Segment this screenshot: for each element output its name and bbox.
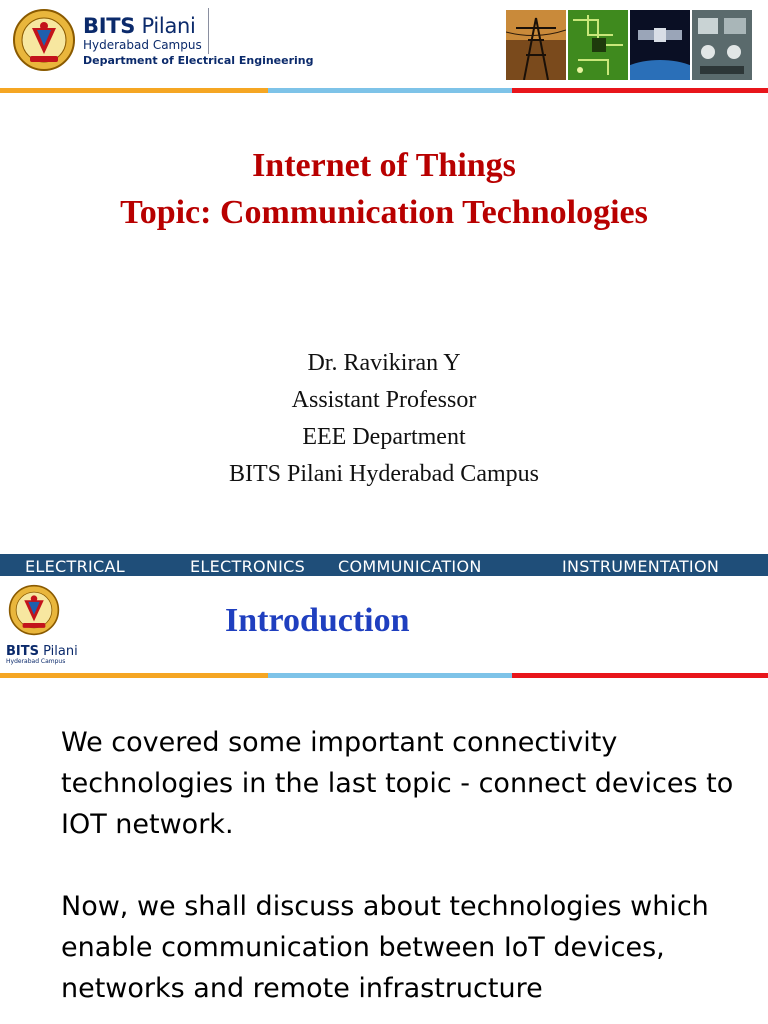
discipline-instrumentation: INSTRUMENTATION	[562, 557, 720, 576]
discipline-communication: COMMUNICATION	[338, 557, 482, 576]
brand-name-small: BITS Pilani	[6, 644, 78, 659]
header-color-stripe	[0, 88, 768, 93]
brand-divider	[208, 8, 209, 54]
satellite-image	[630, 10, 690, 80]
body-paragraph: Now, we shall discuss about technologies which enable communication between IoT devices, networks and remote infrastructure	[61, 891, 709, 1004]
author-institution: BITS Pilani Hyderabad Campus	[229, 461, 539, 487]
slide-body	[61, 722, 751, 1024]
course-title: Internet of Things	[252, 147, 516, 184]
brand-block	[83, 14, 314, 67]
topic-title: Topic: Communication Technologies	[120, 194, 648, 231]
brand-name: BITS Pilani	[83, 14, 196, 38]
author-position: Assistant Professor	[291, 387, 477, 413]
control-panel-image	[692, 10, 752, 80]
header-thumbnails	[506, 10, 752, 80]
slide-color-stripe	[0, 673, 768, 678]
author-department: EEE Department	[302, 424, 466, 450]
disciplines-band	[0, 554, 768, 576]
brand-department: Department of Electrical Engineering	[83, 54, 314, 67]
brand-block-small	[6, 644, 78, 665]
brand-campus-small: Hyderabad Campus	[6, 658, 66, 665]
body-paragraph: We covered some important connectivity technologies in the last topic - connect devices to IOT network.	[61, 727, 734, 840]
circuit-board-image	[568, 10, 628, 80]
slide-title: Introduction	[225, 602, 410, 639]
introduction-slide	[0, 554, 768, 1024]
discipline-electronics: ELECTRONICS	[190, 557, 306, 576]
bits-emblem-icon	[8, 582, 60, 638]
power-tower-image	[506, 10, 566, 80]
bits-emblem-icon	[12, 8, 76, 72]
discipline-electrical: ELECTRICAL	[25, 557, 125, 576]
brand-campus: Hyderabad Campus	[83, 38, 202, 52]
author-name: Dr. Ravikiran Y	[307, 350, 461, 376]
